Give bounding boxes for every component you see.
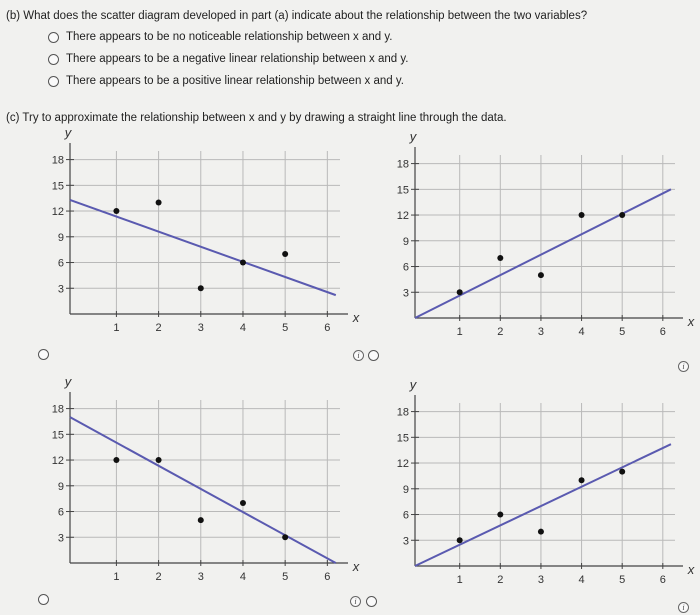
x-tick-label: 1: [456, 326, 463, 338]
data-point: [113, 208, 119, 214]
x-axis-label: x: [687, 314, 695, 329]
x-tick-label: 2: [497, 574, 504, 586]
data-point: [240, 260, 246, 266]
y-axis-label: y: [64, 374, 72, 389]
y-tick-label: 6: [57, 257, 64, 270]
data-point: [198, 285, 204, 291]
x-tick-label: 2: [155, 322, 162, 334]
data-point: [198, 517, 204, 523]
x-tick-label: 6: [659, 326, 666, 338]
option-negative-relationship[interactable]: [48, 53, 408, 65]
y-tick-label: 18: [51, 154, 64, 167]
option-label: There appears to be a positive linear relationship between x and y.: [66, 75, 404, 87]
y-tick-label: 6: [402, 261, 409, 274]
data-point: [579, 212, 585, 218]
y-tick-label: 12: [396, 210, 409, 223]
data-point: [579, 477, 585, 483]
option-label: There appears to be a negative linear relationship between x and y.: [66, 53, 409, 65]
info-icon[interactable]: i: [353, 350, 364, 361]
fitted-line: [70, 200, 336, 295]
option-positive-relationship[interactable]: [48, 75, 404, 87]
y-axis-label: y: [409, 129, 417, 144]
data-point: [538, 272, 544, 278]
radio-button[interactable]: [48, 54, 59, 65]
y-tick-label: 6: [402, 509, 409, 522]
y-tick-label: 15: [51, 180, 64, 193]
y-tick-label: 9: [402, 483, 409, 496]
data-point: [457, 289, 463, 295]
y-tick-label: 15: [396, 184, 409, 197]
x-tick-label: 3: [537, 574, 544, 586]
x-tick-label: 1: [113, 322, 120, 334]
fitted-line: [415, 189, 671, 318]
x-axis-label: x: [352, 310, 360, 325]
x-tick-label: 4: [239, 571, 247, 583]
data-point: [156, 199, 162, 205]
y-axis-label: y: [409, 377, 417, 392]
y-tick-label: 6: [57, 506, 64, 519]
x-tick-label: 6: [659, 574, 666, 586]
x-tick-label: 1: [113, 571, 120, 583]
data-point: [240, 500, 246, 506]
x-tick-label: 2: [497, 326, 504, 338]
part-c-question: (c) Try to approximate the relationship between x and y by drawing a straight line through the data.: [6, 112, 507, 124]
y-tick-label: 3: [402, 535, 409, 548]
data-point: [619, 469, 625, 475]
y-tick-label: 12: [396, 458, 409, 471]
scatter-chart-top-right: [365, 129, 695, 345]
y-tick-label: 15: [51, 429, 64, 442]
fitted-line: [70, 417, 336, 563]
y-tick-label: 3: [402, 287, 409, 300]
x-tick-label: 4: [578, 574, 585, 586]
x-tick-label: 3: [537, 326, 544, 338]
y-tick-label: 9: [57, 231, 64, 244]
x-tick-label: 3: [197, 571, 204, 583]
x-tick-label: 5: [282, 322, 289, 334]
y-tick-label: 18: [396, 406, 409, 419]
option-label: There appears to be no noticeable relationship between x and y.: [66, 31, 393, 43]
x-tick-label: 1: [456, 574, 463, 586]
radio-button[interactable]: [48, 32, 59, 43]
y-tick-label: 9: [57, 480, 64, 493]
x-tick-label: 2: [155, 571, 162, 583]
info-icon[interactable]: i: [350, 596, 361, 607]
y-tick-label: 3: [57, 532, 64, 545]
scatter-chart-top-left: [20, 125, 360, 341]
scatter-chart-bottom-right: [365, 377, 695, 588]
data-point: [282, 534, 288, 540]
y-axis-label: y: [64, 125, 72, 140]
data-point: [497, 255, 503, 261]
chart-bottom-left-radio[interactable]: [38, 594, 49, 605]
part-b-question: (b) What does the scatter diagram developed in part (a) indicate about the relationship between the two variables?: [6, 10, 588, 22]
x-axis-label: x: [687, 562, 695, 577]
x-tick-label: 5: [619, 574, 626, 586]
x-tick-label: 4: [578, 326, 585, 338]
x-tick-label: 3: [197, 322, 204, 334]
y-tick-label: 12: [51, 455, 64, 468]
x-tick-label: 4: [239, 322, 247, 334]
data-point: [619, 212, 625, 218]
radio-button[interactable]: [48, 76, 59, 87]
x-tick-label: 5: [619, 326, 626, 338]
chart-top-right-radio[interactable]: [368, 350, 379, 361]
y-tick-label: 3: [57, 283, 64, 296]
data-point: [113, 457, 119, 463]
x-axis-label: x: [352, 559, 360, 574]
y-tick-label: 15: [396, 432, 409, 445]
y-tick-label: 9: [402, 235, 409, 248]
y-tick-label: 12: [51, 206, 64, 219]
fitted-line: [415, 444, 671, 566]
option-no-relationship[interactable]: [48, 31, 392, 43]
y-tick-label: 18: [396, 158, 409, 171]
chart-top-left-radio[interactable]: [38, 349, 49, 360]
data-point: [497, 512, 503, 518]
info-icon[interactable]: i: [678, 602, 689, 613]
x-tick-label: 6: [324, 571, 331, 583]
data-point: [282, 251, 288, 257]
scatter-chart-bottom-left: [20, 374, 360, 585]
x-tick-label: 5: [282, 571, 289, 583]
chart-bottom-right-radio[interactable]: [366, 596, 377, 607]
x-tick-label: 6: [324, 322, 331, 334]
info-icon[interactable]: i: [678, 361, 689, 372]
data-point: [156, 457, 162, 463]
data-point: [538, 529, 544, 535]
y-tick-label: 18: [51, 403, 64, 416]
data-point: [457, 537, 463, 543]
